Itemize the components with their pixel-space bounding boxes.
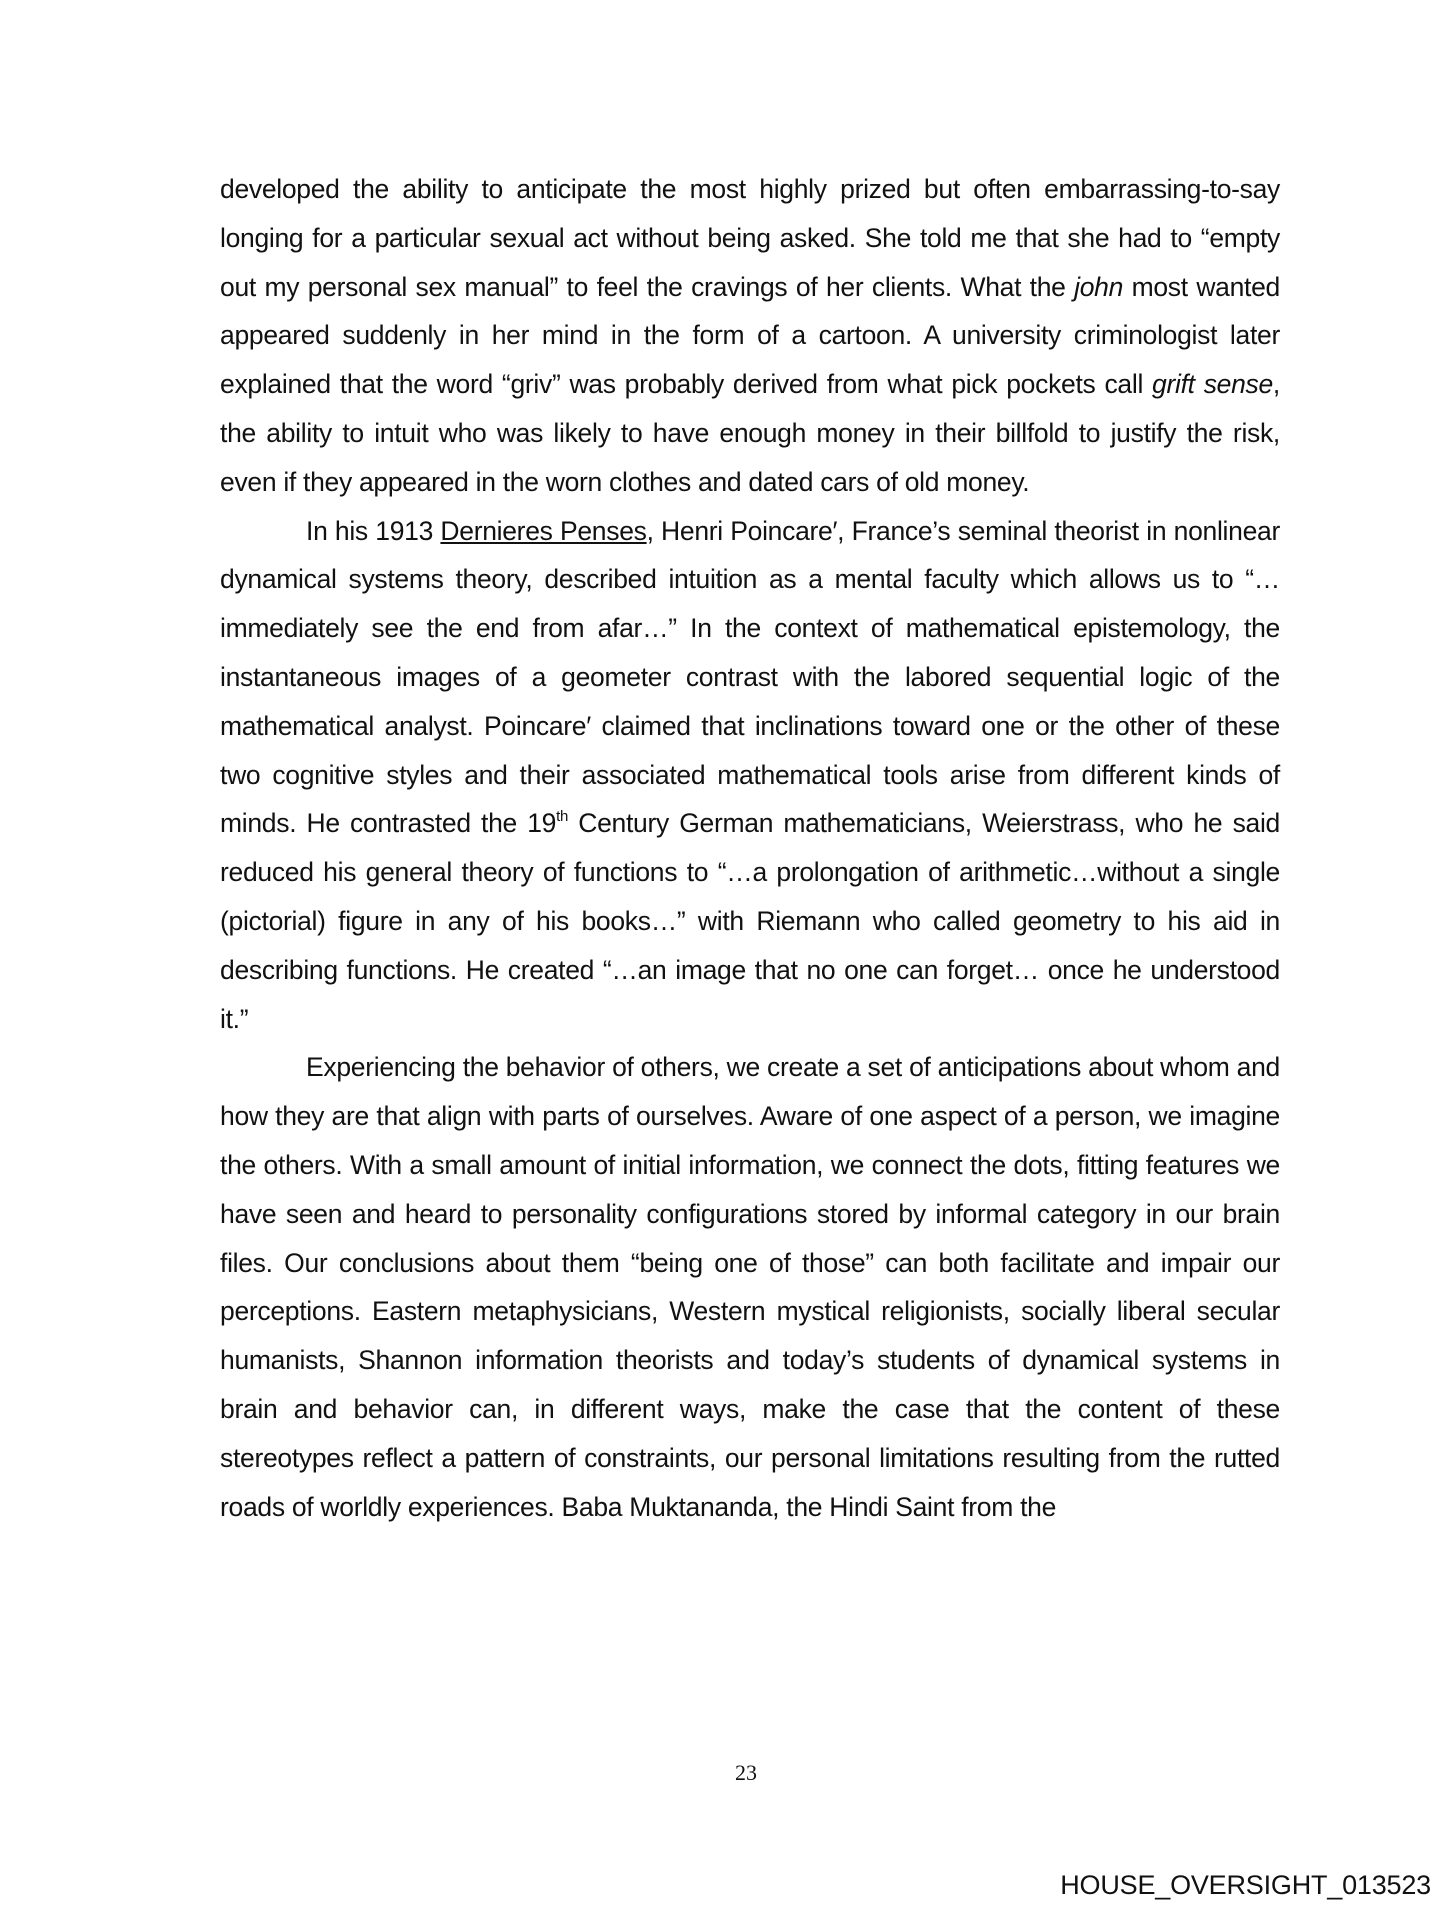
text-segment: Century German mathematicians, Weierstrass, who he said reduced his general theory of functions to “…a prolongation of arithmetic…without a single (pictorial) figure in any of his books…” with Riemann who called geometry to his aid in describing functions. He created “…an image that no one can forget… once he understood it.” bbox=[220, 808, 1280, 1034]
italic-term-grift-sense: grift sense bbox=[1152, 369, 1273, 400]
paragraph-2 bbox=[220, 507, 1280, 1044]
ordinal-superscript: th bbox=[556, 808, 569, 826]
text-segment: Experiencing the behavior of others, we create a set of anticipations about whom and how they are that align with parts of ourselves. Aware of one aspect of a person, we imagine the others. With a small amount of initial information, we connect the dots, fitting features we have seen and heard to personality configurations stored by informal category in our brain files. Our conclusions about them “being one of those” can both facilitate and impair our perceptions. Eastern metaphysicians, Western mystical religionists, socially liberal secular humanists, Shannon information theorists and today’s students of dynamical systems in brain and behavior can, in different ways, make the case that the content of these stereotypes reflect a pattern of constraints, our personal limitations resulting from the rutted roads of worldly experiences. Baba Muktananda, the Hindi Saint from the bbox=[220, 1052, 1280, 1522]
text-segment: developed the ability to anticipate the most highly prized but often embarrassing-to-say longing for a particular sexual act without being asked. She told me that she had to “empty out my personal sex manual” to feel the cravings of her clients. What the bbox=[220, 174, 1280, 302]
text-segment: , Henri Poincare′, France’s seminal theorist in nonlinear dynamical systems theory, described intuition as a mental faculty which allows us to “…immediately see the end from afar…” In the context of mathematical epistemology, the instantaneous images of a geometer contrast with the labored sequential logic of the mathematical analyst. Poincare′ claimed that inclinations toward one or the other of these two cognitive styles and their associated mathematical tools arise from different kinds of minds. He contrasted the 19 bbox=[220, 515, 1280, 839]
paragraph-1 bbox=[220, 165, 1280, 507]
underlined-title: Dernieres Penses bbox=[440, 515, 647, 546]
bates-number: HOUSE_OVERSIGHT_013523 bbox=[1060, 1870, 1431, 1900]
text-segment: most wanted appeared suddenly in her mind in the form of a cartoon. A university criminologist later explained that the word “griv” was probably derived from what pick pockets call bbox=[220, 271, 1280, 400]
page-number: 23 bbox=[735, 1760, 757, 1785]
paragraph-3 bbox=[220, 1043, 1280, 1531]
body-text bbox=[220, 165, 1280, 1531]
italic-term-john: john bbox=[1074, 271, 1124, 302]
text-segment: In his 1913 bbox=[306, 515, 441, 546]
text-segment: , the ability to intuit who was likely to have enough money in their billfold to justify the risk, even if they appeared in the worn clothes and dated cars of old money. bbox=[220, 369, 1280, 497]
